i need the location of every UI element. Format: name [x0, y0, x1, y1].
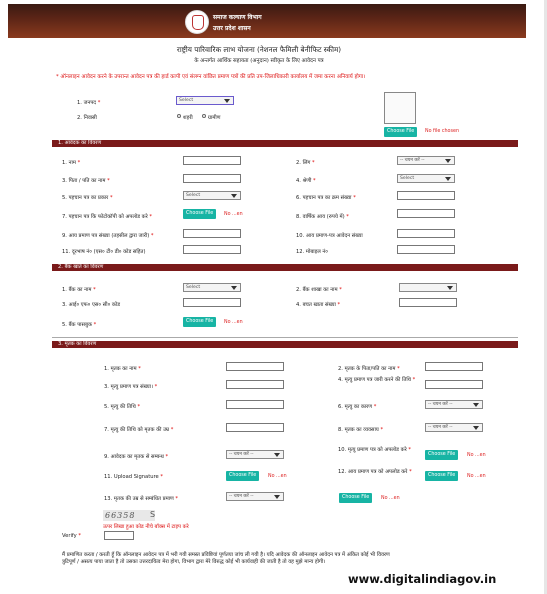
phone-label: 11. दूरभाष नं० (एस० टी० डी० कोड सहित): [62, 249, 146, 255]
deceased-name-label: 1. मृतक का नाम *: [104, 366, 141, 372]
occupation-label: 8. मृतक का व्यवसाय *: [338, 427, 384, 433]
branch-select[interactable]: [399, 283, 457, 292]
mobile-input[interactable]: [397, 245, 455, 254]
id-upload-button[interactable]: Choose File: [183, 209, 216, 219]
death-cert-upload-label: 10. मृत्यु प्रमाण पत्र को अपलोड करे *: [338, 447, 411, 453]
urban-label: शहरी: [183, 115, 193, 121]
death-cert-upload-status: No ...en: [467, 453, 486, 458]
district-select[interactable]: Select: [176, 96, 234, 105]
age-proof-label: 13. मृतक की उम्र से सम्बंधित प्रमाण *: [104, 496, 179, 502]
death-date-input[interactable]: [226, 400, 284, 409]
death-date-label: 5. मृत्यु की तिथि *: [104, 404, 141, 410]
deceased-father-input[interactable]: [425, 362, 483, 371]
verify-label: Verify *: [62, 533, 81, 539]
refresh-icon[interactable]: S: [150, 510, 156, 519]
section-divider: [52, 337, 518, 338]
father-label: 3. पिता / पति का नाम *: [62, 178, 110, 184]
ifsc-input[interactable]: [183, 298, 241, 307]
id-type-select[interactable]: Select: [183, 191, 241, 200]
bank-name-label: 1. बैंक का नाम *: [62, 287, 96, 293]
category-label: 4. श्रेणी *: [296, 178, 316, 184]
death-cert-date-label: 4. मृत्यु प्रमाण पत्र जारी करने की तिथि *: [338, 377, 416, 383]
urban-radio[interactable]: [177, 114, 181, 118]
ifsc-label: 3. आई० एफ० एस० सी० कोड: [62, 302, 121, 308]
section-applicant: 1. आवेदक का विवरण: [52, 140, 518, 147]
rural-radio[interactable]: [202, 114, 206, 118]
death-cause-label: 6. मृत्यु का कारण *: [338, 404, 377, 410]
relation-select[interactable]: -- चयन करें --: [226, 450, 284, 459]
photo-file-status: No file chosen: [425, 129, 459, 134]
id-upload-status: No ...en: [224, 212, 243, 217]
mobile-label: 12. मोबाइल नं०: [296, 249, 328, 255]
relation-label: 9. आवेदक का मृतक से सम्बन्ध *: [104, 454, 169, 460]
applicant-name-input[interactable]: [183, 156, 241, 165]
residence-label: 2. निवासी: [77, 115, 97, 121]
phone-input[interactable]: [183, 245, 241, 254]
form-frame: [8, 0, 526, 594]
bank-name-select[interactable]: Select: [183, 283, 241, 292]
header-banner: [8, 4, 526, 38]
gender-label: 2. लिंग *: [296, 160, 315, 166]
income-cert-input[interactable]: [183, 229, 241, 238]
govt-name: उत्तर प्रदेश शासन: [213, 25, 251, 32]
income-upload-status: No ...en: [467, 474, 486, 479]
passbook-upload-button[interactable]: Choose File: [183, 317, 216, 327]
income-label: 8. वार्षिक आय (रुपये में) *: [296, 214, 349, 220]
signature-upload-status: No ...en: [268, 474, 287, 479]
income-upload-label: 12. आय प्रमाण पत्र को अपलोड करे *: [338, 469, 412, 475]
account-input[interactable]: [399, 298, 457, 307]
notice-text: * ऑनलाइन आवेदन करने के उपरान्त आवेदन पत्र की हार्ड कापी एवं संलग्न वांछित प्रमाण पत्रों की प्रति उप-जिलाधिकारी कार्यालय में जमा करना अनिवार्य होगा।: [56, 74, 366, 80]
income-input[interactable]: [397, 209, 455, 218]
age-proof-upload-button[interactable]: Choose File: [339, 493, 372, 503]
death-cause-select[interactable]: -- चयन करें --: [425, 400, 483, 409]
photo-choose-button[interactable]: Choose File: [384, 127, 417, 137]
declaration-text: मैं प्रमाणित करता / करती हूँ कि ऑनलाइन आवेदन पत्र में भरी गयी समस्त प्रविष्टियां पूर्णतया जांच ली गयी है। यदि आवेदक की ऑनलाइन आवेदन पत्र में अंकित कोई भी विवरण त्रुटिपूर्ण / असत्य पाया जाता है तो उसका उत्तरदायित्व मेरा होगा, विभाग द्वारा मेरे विरुद्ध कोई भी कार्यवाही की जाती है तो वह मुझे मान्य होगी।: [62, 552, 390, 566]
form-subtitle: के अन्तर्गत आर्थिक सहायता (अनुदान) स्वीकृत के लिए आवेदन पत्र: [194, 58, 324, 64]
captcha-image: 66358: [103, 510, 155, 521]
district-label: 1. जनपद *: [77, 100, 101, 106]
signature-label: 11. Upload Signature *: [104, 474, 163, 480]
branch-label: 2. बैंक शाखा का नाम *: [296, 287, 342, 293]
id-type-label: 5. पहचान पत्र का प्रकार *: [62, 195, 113, 201]
id-number-label: 6. पहचान पत्र का क्रम संख्या *: [296, 195, 356, 201]
photo-preview: [384, 92, 416, 124]
signature-upload-button[interactable]: Choose File: [226, 471, 259, 481]
death-cert-no-label: 3. मृत्यु प्रमाण पत्र संख्या। *: [104, 384, 158, 390]
deceased-father-label: 2. मृतक के पिता/पति का नाम *: [338, 366, 400, 372]
father-input[interactable]: [183, 174, 241, 183]
watermark-text: www.digitalindiagov.in: [348, 572, 497, 586]
death-cert-date-input[interactable]: [425, 380, 483, 389]
up-emblem-icon: [185, 10, 209, 34]
verify-input[interactable]: [104, 531, 134, 540]
age-at-death-input[interactable]: [226, 423, 284, 432]
gender-select[interactable]: -- चयन करें --: [397, 156, 455, 165]
rural-label: ग्रामीण: [208, 115, 221, 121]
income-app-input[interactable]: [397, 229, 455, 238]
income-upload-button[interactable]: Choose File: [425, 471, 458, 481]
death-cert-no-input[interactable]: [226, 380, 284, 389]
income-cert-label: 9. आय प्रमाण पत्र संख्या (तहसील द्वारा जारी) *: [62, 233, 154, 239]
age-proof-select[interactable]: -- चयन करें --: [226, 492, 284, 501]
income-app-label: 10. आय प्रमाण-पत्र आवेदन संख्या: [296, 233, 363, 239]
age-proof-upload-status: No ...en: [381, 496, 400, 501]
death-cert-upload-button[interactable]: Choose File: [425, 450, 458, 460]
dept-name: समाज कल्याण विभाग: [213, 14, 262, 21]
id-number-input[interactable]: [397, 191, 455, 200]
deceased-name-input[interactable]: [226, 362, 284, 371]
section-deceased: 3. मृतक का विवरण: [52, 341, 518, 348]
captcha-note: ऊपर लिखा हुआ कोड नीचे बॉक्स में टाइप करे: [103, 524, 189, 530]
id-upload-label: 7. पहचान पत्र कि फोटोकॉपी को अपलोड करे *: [62, 214, 152, 220]
account-label: 4. बचत खाता संख्या *: [296, 302, 341, 308]
age-at-death-label: 7. मृत्यु की तिथि को मृतक की उम्र *: [104, 427, 174, 433]
section-bank: 2. बैंक खाते का विवरण: [52, 264, 518, 271]
passbook-upload-status: No ...en: [224, 320, 243, 325]
applicant-name-label: 1. नाम *: [62, 160, 81, 166]
passbook-label: 5. बैंक पासबुक *: [62, 322, 97, 328]
form-title: राष्ट्रीय पारिवारिक लाभ योजना (नेशनल फैमिली बेनीफिट स्कीम): [176, 45, 342, 54]
category-select[interactable]: Select: [397, 174, 455, 183]
occupation-select[interactable]: -- चयन करें --: [425, 423, 483, 432]
